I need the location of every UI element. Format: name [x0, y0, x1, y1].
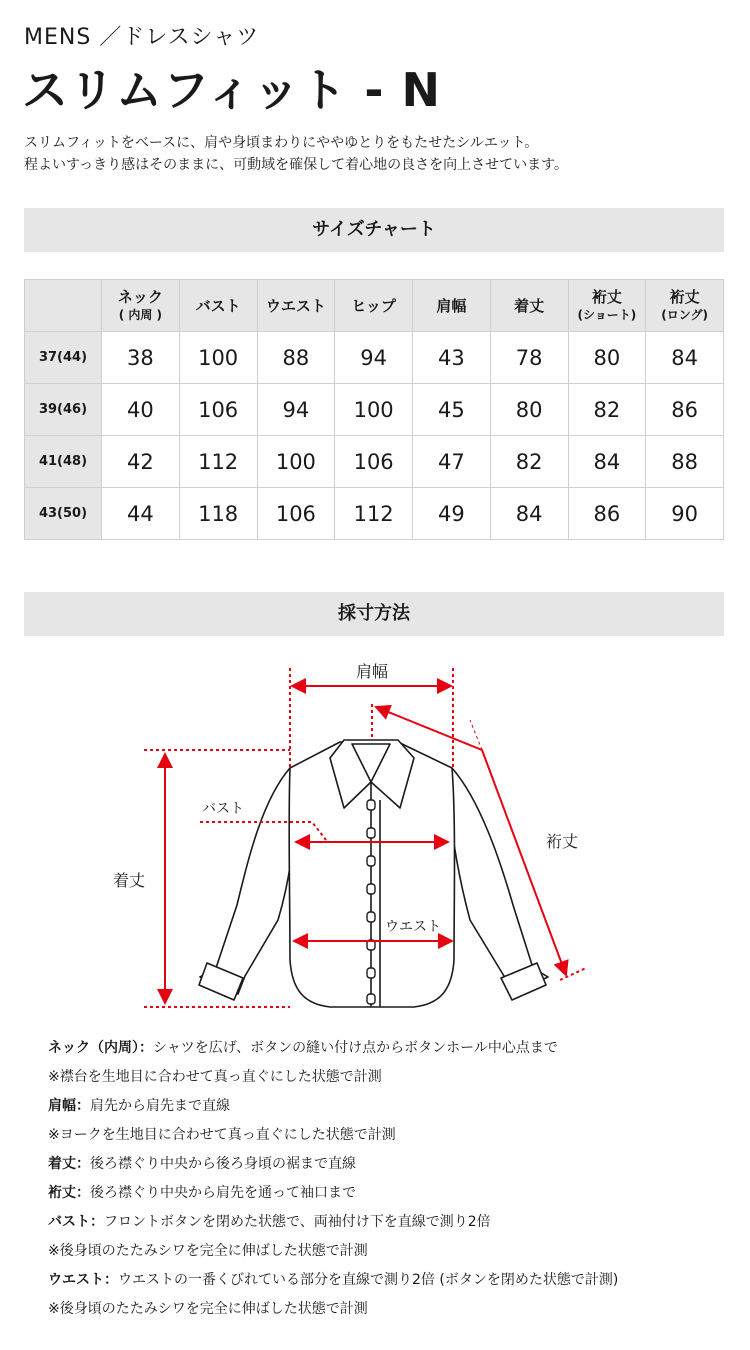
size-chart-table [24, 279, 724, 540]
table-cell: 112 [335, 488, 413, 540]
label-length: 着丈 [113, 871, 146, 890]
column-header-sleeve-long: 裄丈 (ロング) [646, 280, 724, 332]
column-header-hip: ヒップ [335, 280, 413, 332]
note-line: バスト：フロントボタンを閉めた状態で、両袖付け下を直線で測り2倍 [48, 1214, 491, 1230]
size-label: 39(46) [25, 384, 102, 436]
size-label: 41(48) [25, 436, 102, 488]
table-cell: 106 [335, 436, 413, 488]
table-cell: 45 [413, 384, 491, 436]
table-cell: 106 [257, 488, 335, 540]
table-cell: 84 [490, 488, 568, 540]
table-cell: 84 [568, 436, 646, 488]
table-cell: 82 [490, 436, 568, 488]
column-header-waist: ウエスト [257, 280, 335, 332]
size-label: 43(50) [25, 488, 102, 540]
shirt-illustration [199, 740, 548, 1007]
table-cell: 82 [568, 384, 646, 436]
shirt-measurement-diagram [0, 650, 750, 1020]
table-cell: 43 [413, 332, 491, 384]
measurement-notes [48, 1037, 618, 1327]
label-shoulder: 肩幅 [355, 662, 389, 681]
table-cell: 40 [102, 384, 180, 436]
note-line: ※後身頃のたたみシワを完全に伸ばした状態で計測 [48, 1243, 368, 1259]
table-cell: 49 [413, 488, 491, 540]
category-breadcrumb: MENS ／ドレスシャツ [24, 25, 260, 50]
table-row [25, 384, 724, 436]
table-row [25, 488, 724, 540]
column-header-bust: バスト [179, 280, 257, 332]
label-bust: バスト [202, 801, 244, 817]
size-label: 37(44) [25, 332, 102, 384]
table-cell: 94 [257, 384, 335, 436]
page-title: スリムフィット - N [22, 63, 441, 117]
table-row [25, 436, 724, 488]
table-cell: 88 [257, 332, 335, 384]
description-line: スリムフィットをベースに、肩や身頃まわりにややゆとりをもたせたシルエット。 [24, 135, 539, 151]
size-column-header [25, 280, 102, 332]
table-cell: 84 [646, 332, 724, 384]
table-cell: 42 [102, 436, 180, 488]
note-line: ネック（内周）：シャツを広げ、ボタンの縫い付け点からボタンホール中心点まで [48, 1040, 558, 1056]
table-cell: 106 [179, 384, 257, 436]
table-cell: 118 [179, 488, 257, 540]
table-cell: 86 [646, 384, 724, 436]
column-header-sleeve-short: 裄丈 (ショート) [568, 280, 646, 332]
size-chart-heading: サイズチャート [24, 208, 724, 252]
table-cell: 80 [568, 332, 646, 384]
note-line: 肩幅：肩先から肩先まで直線 [48, 1098, 230, 1114]
size-chart-header-row [25, 280, 724, 332]
label-waist: ウエスト [385, 919, 441, 935]
measurement-method-heading: 採寸方法 [24, 592, 724, 636]
table-cell: 100 [179, 332, 257, 384]
table-cell: 78 [490, 332, 568, 384]
note-line: 裄丈：後ろ襟ぐり中央から肩先を通って袖口まで [48, 1185, 356, 1201]
column-header-length: 着丈 [490, 280, 568, 332]
label-sleeve: 裄丈 [546, 832, 579, 851]
table-cell: 94 [335, 332, 413, 384]
note-line: 着丈：後ろ襟ぐり中央から後ろ身頃の裾まで直線 [48, 1156, 356, 1172]
table-cell: 88 [646, 436, 724, 488]
description-line: 程よいすっきり感はそのままに、可動域を確保して着心地の良さを向上させています。 [24, 157, 569, 173]
table-cell: 86 [568, 488, 646, 540]
table-cell: 100 [257, 436, 335, 488]
note-line: ※ヨークを生地目に合わせて真っ直ぐにした状態で計測 [48, 1127, 396, 1143]
note-line: ウエスト：ウエストの一番くびれている部分を直線で測り2倍 (ボタンを閉めた状態で計測) [48, 1272, 619, 1288]
note-line: ※後身頃のたたみシワを完全に伸ばした状態で計測 [48, 1301, 368, 1317]
table-cell: 80 [490, 384, 568, 436]
note-line: ※襟台を生地目に合わせて真っ直ぐにした状態で計測 [48, 1069, 382, 1085]
table-cell: 44 [102, 488, 180, 540]
column-header-shoulder: 肩幅 [413, 280, 491, 332]
table-cell: 112 [179, 436, 257, 488]
table-cell: 90 [646, 488, 724, 540]
table-cell: 47 [413, 436, 491, 488]
table-cell: 100 [335, 384, 413, 436]
right-sleeve [452, 768, 548, 994]
table-cell: 38 [102, 332, 180, 384]
column-header-neck: ネック ( 内周 ) [102, 280, 180, 332]
table-row [25, 332, 724, 384]
product-description [24, 132, 568, 176]
